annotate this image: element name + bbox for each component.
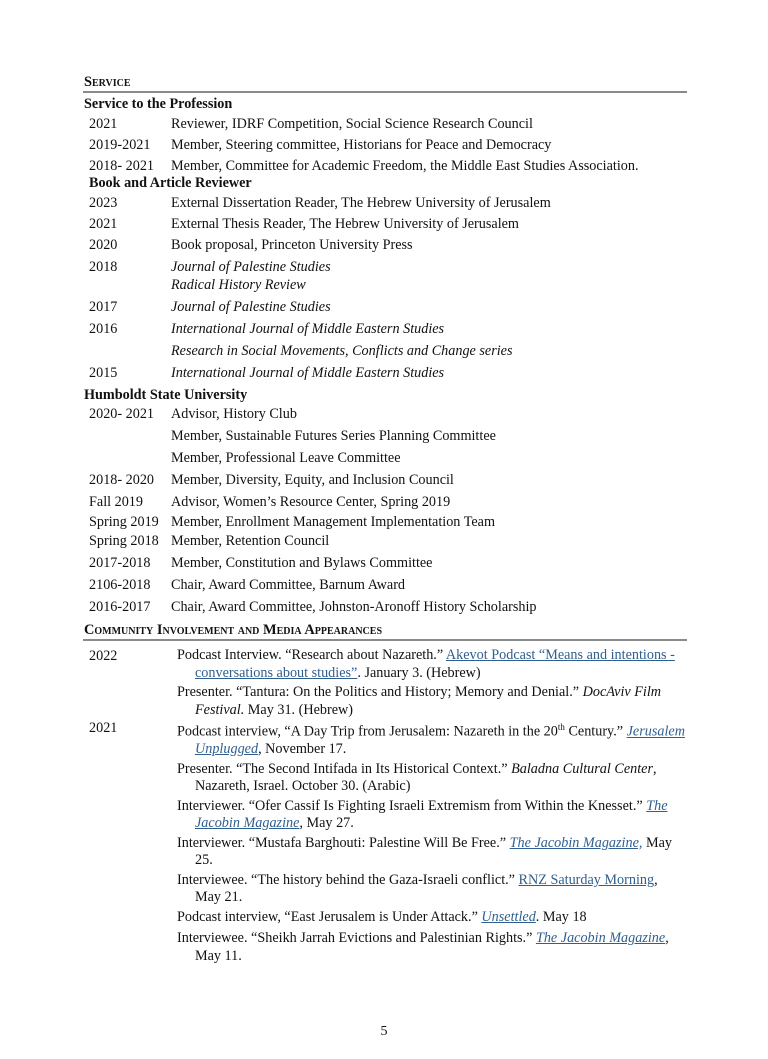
- list-item: [83, 136, 687, 154]
- list-item: [177, 909, 687, 927]
- superscript: th: [557, 722, 565, 732]
- jacobin-link[interactable]: [510, 835, 643, 851]
- list-item: [83, 405, 687, 423]
- entry-text: Member, Professional Leave Committee: [171, 450, 401, 466]
- jacobin-link[interactable]: [536, 930, 665, 946]
- entry-venue: DocAviv Film Festival.: [195, 684, 662, 718]
- entry-text: Journal of Palestine Studies: [171, 299, 331, 315]
- entry-text: Interviewer. “Ofer Cassif Is Fighting Israeli Extremism from Within the Knesset.”: [177, 797, 647, 814]
- entry-text: Interviewee. “The history behind the Gaza-Israeli conflict.”: [177, 871, 519, 888]
- entry-year: 2016-2017: [89, 599, 151, 615]
- list-item: [83, 236, 687, 254]
- list-item: [83, 258, 687, 294]
- link-text[interactable]: The Jacobin Magazine: [535, 930, 666, 947]
- entry-year: 2017: [89, 299, 118, 315]
- entry-text: Presenter. “The Second Intifada in Its Historical Context.”: [177, 760, 512, 777]
- entry-text: , May 11.: [195, 930, 669, 964]
- link-text[interactable]: Jerusalem Unplugged: [195, 723, 685, 758]
- entry-text: International Journal of Middle Eastern Studies: [171, 321, 445, 337]
- entry-text: Member, Retention Council: [171, 533, 330, 549]
- entry-text: Book proposal, Princeton University Press: [171, 237, 413, 253]
- akevot-podcast-link[interactable]: Akevot Podcast “Means and intentions - conversations about studies”: [195, 647, 675, 681]
- list-item: [177, 930, 687, 965]
- link-text[interactable]: The Jacobin Magazine: [195, 797, 668, 832]
- page-number: 5: [380, 1024, 388, 1039]
- list-item: [83, 157, 687, 175]
- section-title-community: Community Involvement and Media Appearances: [83, 622, 687, 641]
- entry-text: External Dissertation Reader, The Hebrew University of Jerusalem: [171, 195, 551, 211]
- entry-text: Podcast interview, “A Day Trip from Jerusalem: Nazareth in the 20: [177, 723, 558, 740]
- list-item: [83, 449, 687, 467]
- entry-year: Fall 2019: [89, 494, 143, 510]
- entry-year: 2016: [89, 321, 118, 337]
- subhead-humboldt: Humboldt State University: [84, 387, 248, 403]
- list-item: [83, 471, 687, 489]
- list-item: [83, 115, 687, 133]
- entry-year: 2021: [89, 116, 118, 132]
- unsettled-link[interactable]: [481, 909, 535, 925]
- entry-year: 2018: [89, 259, 118, 275]
- entry-text: , May 27.: [299, 815, 354, 832]
- entry-text: Member, Constitution and Bylaws Committee: [171, 555, 433, 571]
- entry-text: Member, Steering committee, Historians for Peace and Democracy: [171, 137, 552, 153]
- list-item: [177, 872, 687, 907]
- entry-year: 2017-2018: [89, 555, 151, 571]
- entry-text: Member, Committee for Academic Freedom, the Middle East Studies Association.: [171, 158, 639, 174]
- list-item: [83, 342, 687, 360]
- list-item: [83, 364, 687, 382]
- list-item: [177, 761, 687, 796]
- year-group-2021: [83, 719, 687, 965]
- entry-year: 2018- 2020: [89, 472, 155, 488]
- entry-text: Interviewee. “Sheikh Jarrah Evictions and Palestinian Rights.”: [177, 930, 536, 947]
- list-item: [83, 194, 687, 212]
- entry-text: May 31. (Hebrew): [244, 701, 353, 718]
- entry-text: Member, Sustainable Futures Series Planning Committee: [171, 428, 496, 444]
- entry-year: Spring 2019: [89, 514, 159, 530]
- list-item: [83, 554, 687, 572]
- cv-page: [83, 74, 687, 965]
- list-item: [177, 647, 687, 682]
- list-item: [83, 427, 687, 445]
- entry-text: , Nazareth, Israel. October 30. (Arabic): [195, 760, 657, 795]
- entry-year: 2023: [89, 195, 118, 211]
- entry-year: 2020: [89, 237, 118, 253]
- entry-text: Journal of Palestine Studies: [171, 259, 331, 275]
- entry-year: 2015: [89, 365, 118, 381]
- subhead-reviewer: Book and Article Reviewer: [89, 175, 252, 191]
- list-item: [83, 513, 687, 531]
- entry-text: Podcast interview, “East Jerusalem is Under Attack.”: [177, 908, 482, 925]
- list-item: [83, 532, 687, 550]
- link-text[interactable]: Unsettled: [481, 908, 536, 925]
- entry-year: 2018- 2021: [89, 158, 155, 174]
- list-item: [83, 320, 687, 338]
- entry-text: Podcast Interview. “Research about Nazareth.”: [177, 647, 446, 663]
- list-item: [83, 598, 687, 616]
- entry-year: [83, 427, 171, 445]
- entry-text: Advisor, History Club: [171, 406, 297, 422]
- entry-text: Radical History Review: [171, 277, 306, 293]
- entry-text: , November 17.: [258, 741, 347, 758]
- entry-text: Interviewer. “Mustafa Barghouti: Palestine Will Be Free.”: [177, 834, 510, 851]
- list-item: [83, 298, 687, 316]
- entry-text: Member, Diversity, Equity, and Inclusion Council: [171, 472, 454, 488]
- entry-year: Spring 2018: [89, 533, 159, 549]
- entry-year: 2022: [89, 648, 118, 664]
- entry-text: External Thesis Reader, The Hebrew University of Jerusalem: [171, 216, 519, 232]
- entry-text: Chair, Award Committee, Johnston-Aronoff History Scholarship: [171, 599, 537, 615]
- entry-text: Advisor, Women’s Resource Center, Spring 2019: [171, 494, 451, 510]
- list-item: [83, 576, 687, 594]
- entry-year: 2021: [89, 216, 118, 232]
- subhead-profession: Service to the Profession: [84, 96, 233, 112]
- entry-text: Reviewer, IDRF Competition, Social Science Research Council: [171, 116, 533, 132]
- list-item: [177, 835, 687, 870]
- entry-year: 2106-2018: [89, 577, 151, 593]
- list-item: [177, 719, 687, 759]
- entry-text: Presenter. “Tantura: On the Politics and History; Memory and Denial.”: [177, 684, 583, 700]
- humboldt-list: [83, 405, 687, 616]
- entry-year: 2019-2021: [89, 137, 151, 153]
- entry-venue: Baladna Cultural Center: [511, 760, 653, 777]
- entry-text: , May 21.: [195, 871, 658, 906]
- entry-text: Member, Enrollment Management Implementation Team: [171, 514, 495, 530]
- entry-year: [83, 449, 171, 467]
- entry-text: . January 3. (Hebrew): [357, 664, 481, 681]
- entry-text: Research in Social Movements, Conflicts and Change series: [171, 343, 513, 359]
- entry-text: International Journal of Middle Eastern Studies: [171, 365, 445, 381]
- profession-list: [83, 115, 687, 175]
- entry-text: May 25.: [195, 834, 672, 869]
- entry-text: . May 18: [535, 908, 587, 925]
- section-title-service: Service: [83, 74, 687, 93]
- entry-text: Chair, Award Committee, Barnum Award: [171, 577, 406, 593]
- list-item: [177, 798, 687, 833]
- list-item: [83, 215, 687, 233]
- entry-year: 2020- 2021: [89, 406, 155, 422]
- link-text[interactable]: The Jacobin Magazine,: [509, 834, 643, 851]
- entry-text: Century.”: [564, 723, 627, 740]
- rnz-link[interactable]: RNZ Saturday Morning: [518, 871, 655, 888]
- year-group-2022: [83, 647, 687, 719]
- entry-year: 2021: [89, 720, 118, 736]
- entry-year: [83, 342, 171, 360]
- list-item: [83, 493, 687, 511]
- list-item: [177, 684, 687, 719]
- reviewer-list: [83, 194, 687, 382]
